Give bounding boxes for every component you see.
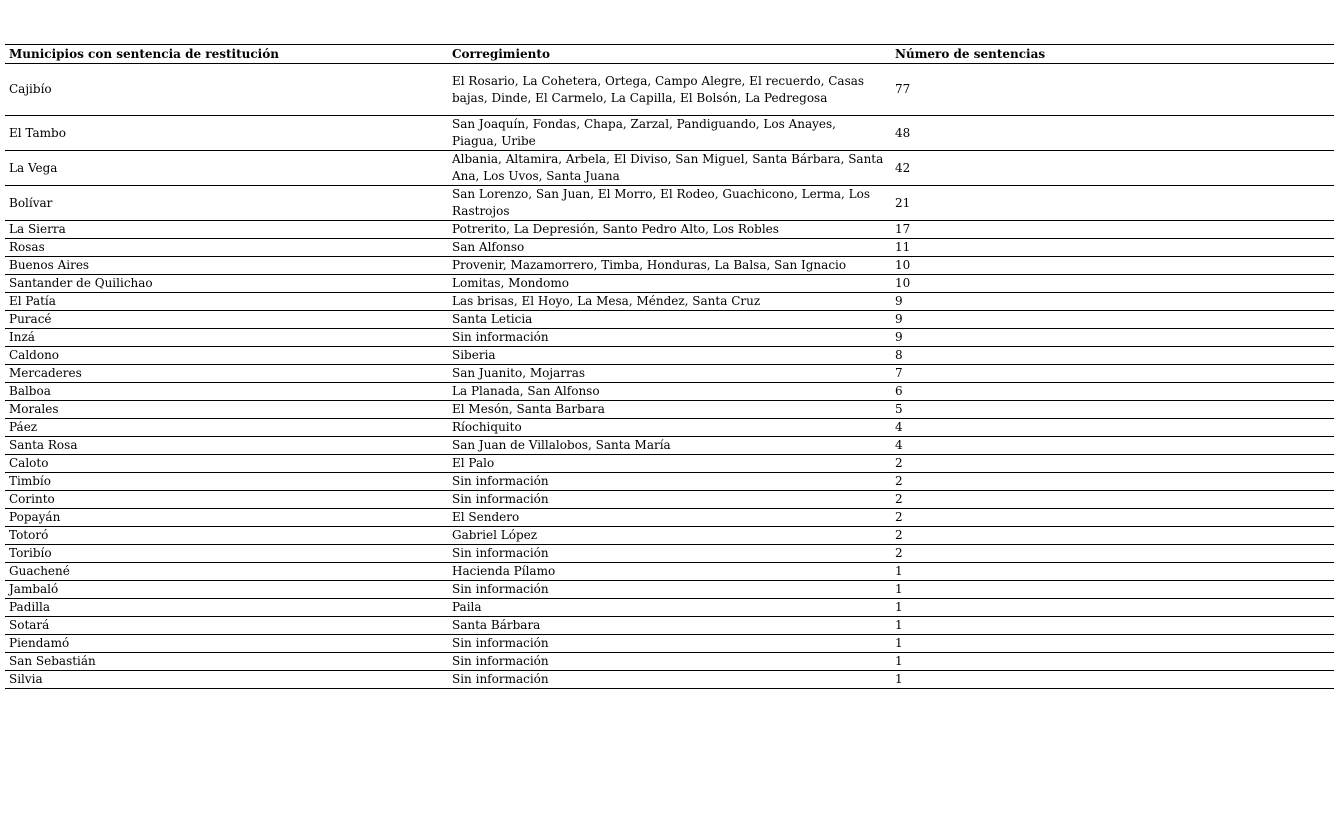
header-corregimiento: Corregimiento: [448, 45, 891, 64]
table-row: [5, 437, 1334, 455]
cell-municipio: Páez: [5, 419, 448, 437]
sentencias-table: [5, 44, 1334, 689]
cell-numero: 2: [891, 545, 1334, 563]
table-row: [5, 545, 1334, 563]
cell-corregimiento: Santa Bárbara: [448, 617, 891, 635]
table-row: [5, 311, 1334, 329]
cell-corregimiento: Paila: [448, 599, 891, 617]
cell-municipio: Caloto: [5, 455, 448, 473]
table-row: [5, 455, 1334, 473]
table-row: [5, 365, 1334, 383]
cell-numero: 10: [891, 275, 1334, 293]
table-row: [5, 151, 1334, 186]
cell-numero: 2: [891, 509, 1334, 527]
cell-municipio: La Sierra: [5, 221, 448, 239]
cell-municipio: El Patía: [5, 293, 448, 311]
cell-numero: 1: [891, 671, 1334, 689]
cell-numero: 5: [891, 401, 1334, 419]
table-row: [5, 527, 1334, 545]
cell-numero: 1: [891, 581, 1334, 599]
cell-numero: 17: [891, 221, 1334, 239]
cell-numero: 77: [891, 64, 1334, 116]
cell-numero: 42: [891, 151, 1334, 186]
cell-numero: 9: [891, 311, 1334, 329]
cell-municipio: Morales: [5, 401, 448, 419]
cell-corregimiento: Sin información: [448, 581, 891, 599]
cell-municipio: Padilla: [5, 599, 448, 617]
cell-numero: 7: [891, 365, 1334, 383]
table-row: [5, 329, 1334, 347]
cell-municipio: Timbío: [5, 473, 448, 491]
cell-municipio: Bolívar: [5, 186, 448, 221]
cell-corregimiento: Sin información: [448, 653, 891, 671]
table-row: [5, 347, 1334, 365]
table-row: [5, 635, 1334, 653]
cell-corregimiento: Albania, Altamira, Arbela, El Diviso, San Miguel, Santa Bárbara, Santa Ana, Los Uvos, Santa Juana: [448, 151, 891, 186]
cell-municipio: Popayán: [5, 509, 448, 527]
header-municipio: Municipios con sentencia de restitución: [5, 45, 448, 64]
cell-numero: 10: [891, 257, 1334, 275]
cell-municipio: Corinto: [5, 491, 448, 509]
cell-corregimiento: Sin información: [448, 473, 891, 491]
table-row: [5, 563, 1334, 581]
cell-corregimiento: La Planada, San Alfonso: [448, 383, 891, 401]
table-header: [5, 45, 1334, 64]
cell-corregimiento: San Alfonso: [448, 239, 891, 257]
cell-numero: 48: [891, 116, 1334, 151]
header-row: [5, 45, 1334, 64]
cell-municipio: Silvia: [5, 671, 448, 689]
table-row: [5, 491, 1334, 509]
table-row: [5, 257, 1334, 275]
cell-corregimiento: El Palo: [448, 455, 891, 473]
cell-corregimiento: Hacienda Pílamo: [448, 563, 891, 581]
cell-corregimiento: Las brisas, El Hoyo, La Mesa, Méndez, Santa Cruz: [448, 293, 891, 311]
cell-numero: 9: [891, 293, 1334, 311]
cell-corregimiento: El Mesón, Santa Barbara: [448, 401, 891, 419]
cell-municipio: Guachené: [5, 563, 448, 581]
cell-numero: 6: [891, 383, 1334, 401]
cell-municipio: Santander de Quilichao: [5, 275, 448, 293]
table-row: [5, 671, 1334, 689]
cell-corregimiento: San Juan de Villalobos, Santa María: [448, 437, 891, 455]
cell-municipio: Mercaderes: [5, 365, 448, 383]
cell-numero: 1: [891, 653, 1334, 671]
cell-municipio: Santa Rosa: [5, 437, 448, 455]
table-row: [5, 419, 1334, 437]
cell-corregimiento: San Lorenzo, San Juan, El Morro, El Rodeo, Guachicono, Lerma, Los Rastrojos: [448, 186, 891, 221]
cell-municipio: El Tambo: [5, 116, 448, 151]
table-row: [5, 293, 1334, 311]
cell-municipio: Toribío: [5, 545, 448, 563]
cell-municipio: Puracé: [5, 311, 448, 329]
cell-corregimiento: Sin información: [448, 671, 891, 689]
cell-municipio: San Sebastián: [5, 653, 448, 671]
table-body: [5, 64, 1334, 689]
cell-municipio: Buenos Aires: [5, 257, 448, 275]
table-row: [5, 653, 1334, 671]
cell-corregimiento: Lomitas, Mondomo: [448, 275, 891, 293]
table-row: [5, 401, 1334, 419]
table-row: [5, 581, 1334, 599]
cell-numero: 2: [891, 455, 1334, 473]
cell-municipio: Sotará: [5, 617, 448, 635]
table-row: [5, 275, 1334, 293]
cell-corregimiento: Ríochiquito: [448, 419, 891, 437]
cell-numero: 1: [891, 635, 1334, 653]
cell-numero: 9: [891, 329, 1334, 347]
table-row: [5, 186, 1334, 221]
cell-corregimiento: Gabriel López: [448, 527, 891, 545]
table-row: [5, 509, 1334, 527]
cell-municipio: Jambaló: [5, 581, 448, 599]
cell-corregimiento: Provenir, Mazamorrero, Timba, Honduras, La Balsa, San Ignacio: [448, 257, 891, 275]
cell-corregimiento: El Sendero: [448, 509, 891, 527]
cell-municipio: Totoró: [5, 527, 448, 545]
cell-corregimiento: Sin información: [448, 491, 891, 509]
header-numero: Número de sentencias: [891, 45, 1334, 64]
cell-numero: 1: [891, 563, 1334, 581]
cell-municipio: Caldono: [5, 347, 448, 365]
table-row: [5, 64, 1334, 116]
cell-municipio: Balboa: [5, 383, 448, 401]
cell-numero: 1: [891, 599, 1334, 617]
table-row: [5, 473, 1334, 491]
cell-numero: 8: [891, 347, 1334, 365]
cell-corregimiento: Siberia: [448, 347, 891, 365]
table-row: [5, 116, 1334, 151]
cell-numero: 1: [891, 617, 1334, 635]
cell-numero: 2: [891, 527, 1334, 545]
cell-municipio: Piendamó: [5, 635, 448, 653]
cell-municipio: La Vega: [5, 151, 448, 186]
cell-numero: 11: [891, 239, 1334, 257]
table-row: [5, 221, 1334, 239]
cell-municipio: Rosas: [5, 239, 448, 257]
cell-numero: 4: [891, 437, 1334, 455]
cell-corregimiento: El Rosario, La Cohetera, Ortega, Campo Alegre, El recuerdo, Casas bajas, Dinde, El Carmelo, La Capilla, El Bolsón, La Pedregosa: [448, 64, 891, 116]
cell-municipio: Inzá: [5, 329, 448, 347]
cell-corregimiento: San Joaquín, Fondas, Chapa, Zarzal, Pandiguando, Los Anayes, Piagua, Uribe: [448, 116, 891, 151]
cell-corregimiento: Sin información: [448, 635, 891, 653]
cell-numero: 4: [891, 419, 1334, 437]
table-row: [5, 383, 1334, 401]
cell-numero: 2: [891, 491, 1334, 509]
table-row: [5, 239, 1334, 257]
cell-municipio: Cajibío: [5, 64, 448, 116]
cell-numero: 21: [891, 186, 1334, 221]
cell-corregimiento: Santa Leticia: [448, 311, 891, 329]
table-row: [5, 617, 1334, 635]
cell-corregimiento: Sin información: [448, 329, 891, 347]
cell-corregimiento: Sin información: [448, 545, 891, 563]
cell-numero: 2: [891, 473, 1334, 491]
cell-corregimiento: San Juanito, Mojarras: [448, 365, 891, 383]
cell-corregimiento: Potrerito, La Depresión, Santo Pedro Alto, Los Robles: [448, 221, 891, 239]
table-row: [5, 599, 1334, 617]
